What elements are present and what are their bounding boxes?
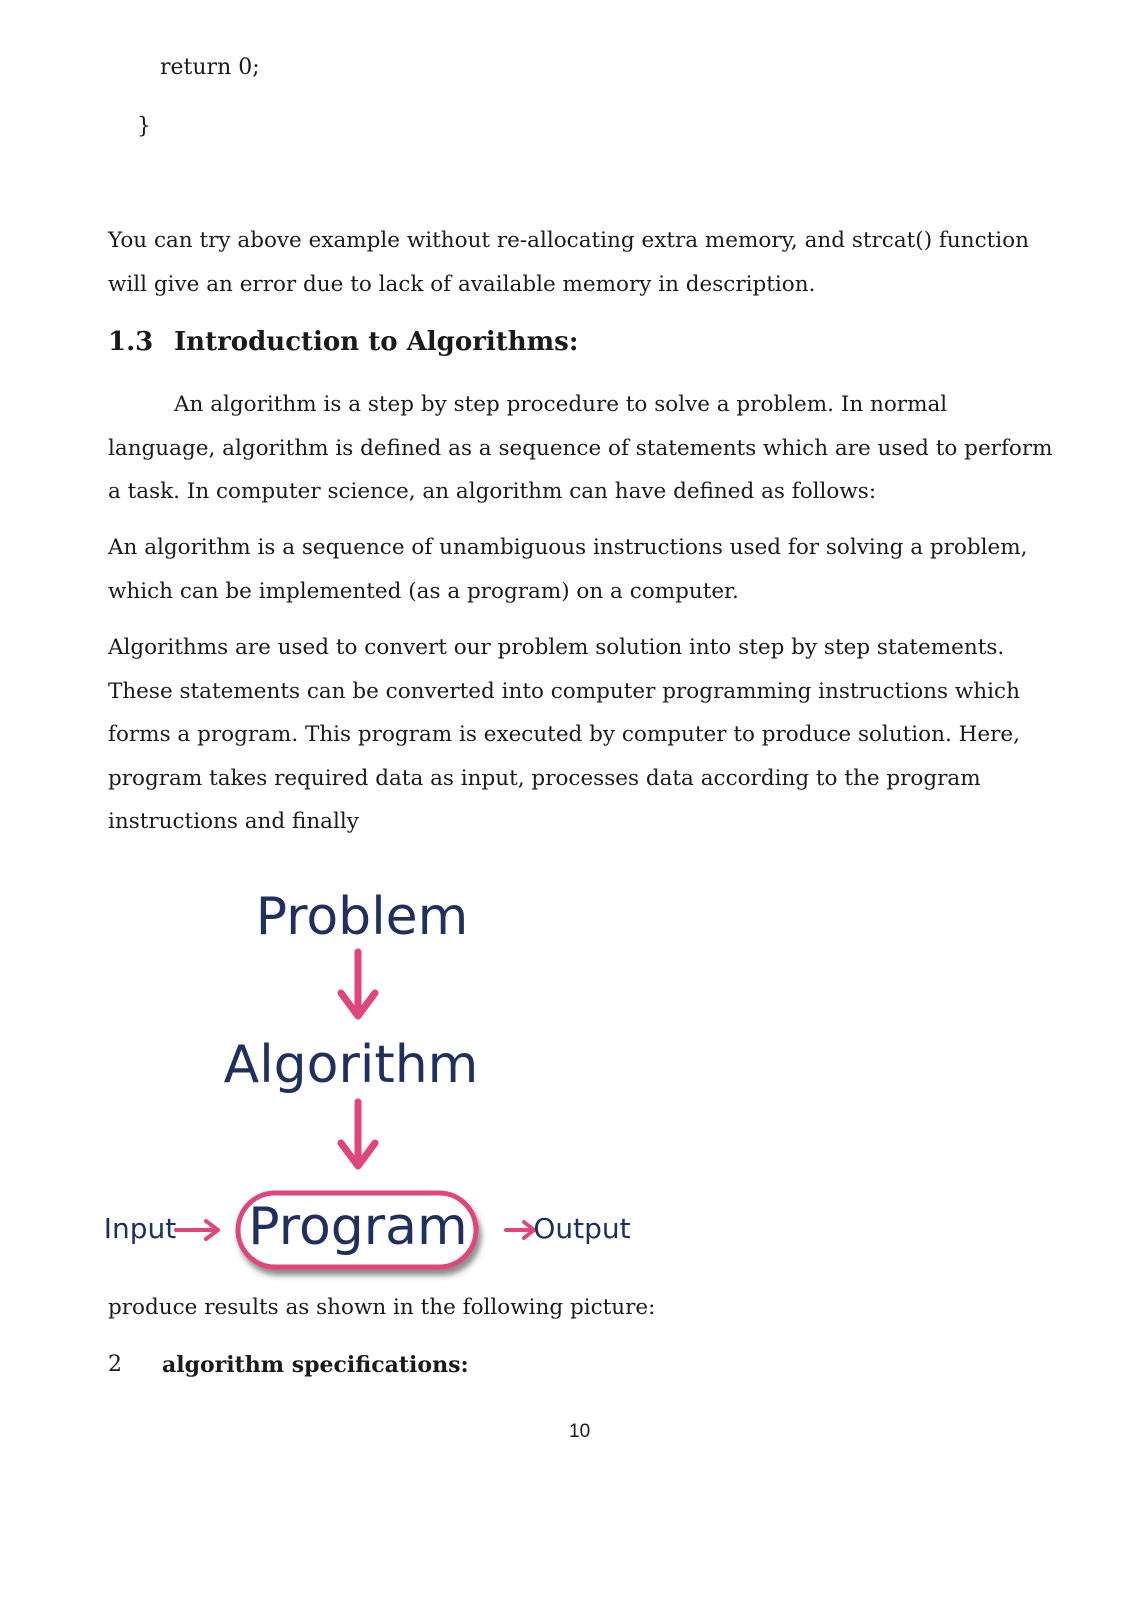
problem-algorithm-program-diagram <box>100 860 660 1290</box>
program-label: Program <box>248 1197 468 1257</box>
definition-paragraph: An algorithm is a sequence of unambiguous instructions used for solving a problem, which can be implemented (as a program) on a computer. <box>108 535 1028 604</box>
input-label: Input <box>103 1212 177 1245</box>
page-number: 10 <box>569 1421 591 1442</box>
code-return-line: return 0; <box>160 55 260 80</box>
section-number: 1.3 <box>108 327 154 357</box>
right-arrow-icon <box>176 1221 218 1239</box>
down-arrow-icon <box>341 1102 375 1166</box>
problem-label: Problem <box>255 887 469 947</box>
memory-note-paragraph: You can try above example without re-allocating extra memory, and strcat() function will give an error due to lack of available memory in description. <box>108 228 1029 297</box>
output-label: Output <box>533 1212 631 1245</box>
algorithm-label: Algorithm <box>223 1035 479 1095</box>
usage-paragraph: Algorithms are used to convert our problem solution into step by step statements. These statements can be converted into computer programming instructions which forms a program. This program is executed by computer to produce solution. Here, program takes required data as input, processes data according to the program instructions and finally <box>108 635 1020 834</box>
subsection-number: 2 <box>108 1352 122 1377</box>
down-arrow-icon <box>341 952 375 1016</box>
intro-paragraph: An algorithm is a step by step procedure to solve a problem. In normal language, algorithm is defined as a sequence of statements which are used to perform a task. In computer science, an algorithm can have defined as follows: <box>108 392 1053 504</box>
subsection-title: algorithm specifications: <box>162 1352 469 1378</box>
code-closing-brace: } <box>137 114 151 139</box>
continuation-paragraph: produce results as shown in the following picture: <box>108 1295 656 1320</box>
right-arrow-icon <box>506 1222 534 1238</box>
section-title: Introduction to Algorithms: <box>174 327 579 357</box>
